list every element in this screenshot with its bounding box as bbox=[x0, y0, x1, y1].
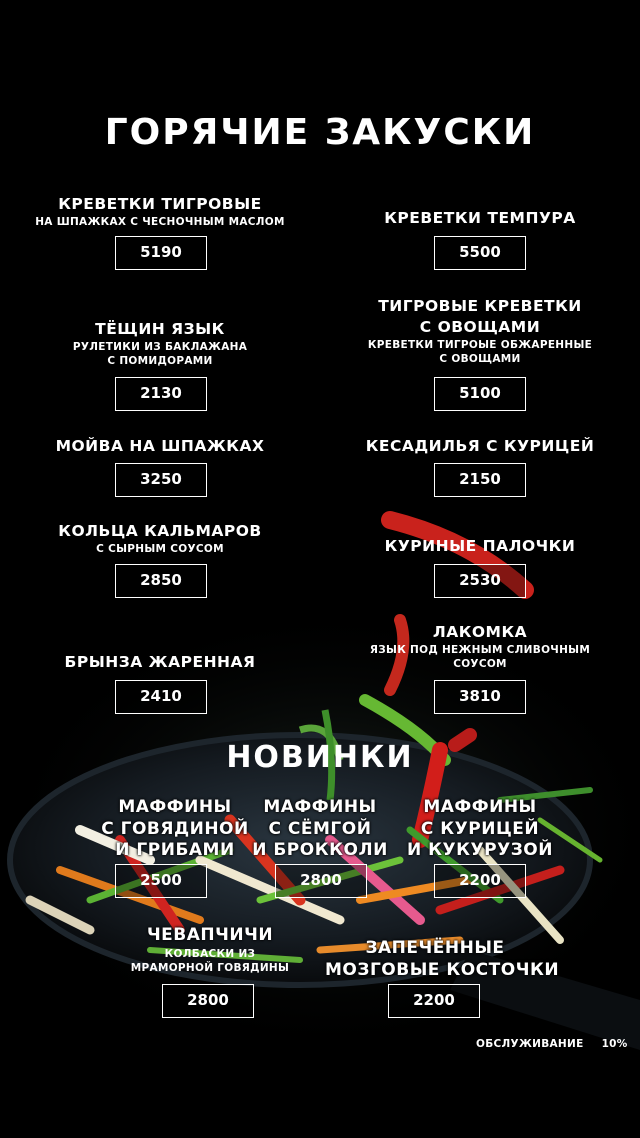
price-tag: 2130 bbox=[115, 377, 207, 411]
item-description: РУЛЕТИКИ ИЗ БАКЛАЖАНА bbox=[72, 341, 248, 353]
menu-item-marrow-bones bbox=[325, 938, 560, 981]
item-description: С ОВОЩАМИ bbox=[439, 353, 521, 365]
item-name: КРЕВЕТКИ ТЕМПУРА bbox=[384, 209, 576, 227]
item-name: С СЁМГОЙ bbox=[268, 818, 372, 839]
section-title-new-items: НОВИНКИ bbox=[226, 740, 414, 775]
item-description: ЯЗЫК ПОД НЕЖНЫМ СЛИВОЧНЫМ bbox=[369, 644, 591, 656]
item-name: КУРИНЫЕ ПАЛОЧКИ bbox=[384, 537, 576, 555]
menu-item-tiger-shrimp bbox=[20, 194, 300, 229]
menu-item-squid-rings bbox=[20, 521, 300, 556]
item-name: ЛАКОМКА bbox=[432, 623, 528, 641]
menu-item-chicken-sticks bbox=[340, 536, 620, 557]
item-name: С ГОВЯДИНОЙ bbox=[101, 818, 249, 839]
menu-item-teshchin-yazyk bbox=[20, 319, 300, 368]
item-name: С ОВОЩАМИ bbox=[419, 318, 541, 336]
item-name: МОЗГОВЫЕ КОСТОЧКИ bbox=[325, 959, 560, 980]
item-name: МАФФИНЫ bbox=[423, 797, 537, 817]
item-name: ЧЕВАПЧИЧИ bbox=[146, 925, 274, 945]
item-name: ТИГРОВЫЕ КРЕВЕТКИ bbox=[378, 297, 582, 315]
item-name: КРЕВЕТКИ ТИГРОВЫЕ bbox=[58, 195, 262, 213]
item-description: МРАМОРНОЙ ГОВЯДИНЫ bbox=[130, 961, 290, 974]
price-tag: 5100 bbox=[434, 377, 526, 411]
menu-item-brynza bbox=[20, 652, 300, 673]
menu-item-tiger-shrimp-vegetables bbox=[340, 296, 620, 366]
item-description: КОЛБАСКИ ИЗ bbox=[164, 947, 256, 960]
price-tag: 2200 bbox=[434, 864, 526, 898]
service-value: 10% bbox=[601, 1038, 628, 1050]
section-title-hot-appetizers: ГОРЯЧИЕ ЗАКУСКИ bbox=[104, 112, 536, 153]
item-description: КРЕВЕТКИ ТИГРОЫЕ ОБЖАРЕННЫЕ bbox=[367, 339, 593, 351]
item-description: С СЫРНЫМ СОУСОМ bbox=[96, 543, 224, 555]
price-tag: 2500 bbox=[115, 864, 207, 898]
item-name: ТЁЩИН ЯЗЫК bbox=[95, 320, 225, 338]
service-label: ОБСЛУЖИВАНИЕ bbox=[476, 1038, 584, 1050]
menu-item-moiva bbox=[20, 436, 300, 457]
item-description: С ПОМИДОРАМИ bbox=[107, 355, 213, 367]
price-tag: 3810 bbox=[434, 680, 526, 714]
price-tag: 2530 bbox=[434, 564, 526, 598]
menu-item-muffin-beef bbox=[95, 797, 255, 862]
price-tag: 2150 bbox=[434, 463, 526, 497]
item-name: И БРОККОЛИ bbox=[252, 840, 388, 860]
menu-item-chevapchichi bbox=[90, 925, 330, 975]
item-name: КОЛЬЦА КАЛЬМАРОВ bbox=[58, 522, 262, 540]
price-tag: 2800 bbox=[275, 864, 367, 898]
item-name: ЗАПЕЧЁННЫЕ bbox=[365, 938, 505, 958]
item-name: МАФФИНЫ bbox=[263, 797, 377, 817]
price-tag: 3250 bbox=[115, 463, 207, 497]
price-tag: 2200 bbox=[388, 984, 480, 1018]
item-name: И КУКУРУЗОЙ bbox=[407, 840, 553, 860]
price-tag: 2850 bbox=[115, 564, 207, 598]
menu-item-lakomka bbox=[340, 622, 620, 671]
price-tag: 5190 bbox=[115, 236, 207, 270]
price-tag: 2800 bbox=[162, 984, 254, 1018]
item-name: МАФФИНЫ bbox=[118, 797, 232, 817]
menu-item-tempura-shrimp bbox=[340, 208, 620, 229]
menu-item-quesadilla bbox=[340, 436, 620, 457]
service-charge bbox=[476, 1038, 628, 1050]
price-tag: 2410 bbox=[115, 680, 207, 714]
item-name: МОЙВА НА ШПАЖКАХ bbox=[55, 437, 265, 455]
item-description: СОУСОМ bbox=[453, 658, 507, 670]
menu-item-muffin-chicken bbox=[400, 797, 560, 862]
item-name: КЕСАДИЛЬЯ С КУРИЦЕЙ bbox=[365, 437, 595, 455]
price-tag: 5500 bbox=[434, 236, 526, 270]
item-name: С КУРИЦЕЙ bbox=[420, 818, 540, 839]
item-name: БРЫНЗА ЖАРЕННАЯ bbox=[64, 653, 256, 671]
item-description: НА ШПАЖКАХ С ЧЕСНОЧНЫМ МАСЛОМ bbox=[35, 216, 285, 228]
item-name: И ГРИБАМИ bbox=[115, 840, 235, 860]
menu-item-muffin-salmon bbox=[240, 797, 400, 862]
